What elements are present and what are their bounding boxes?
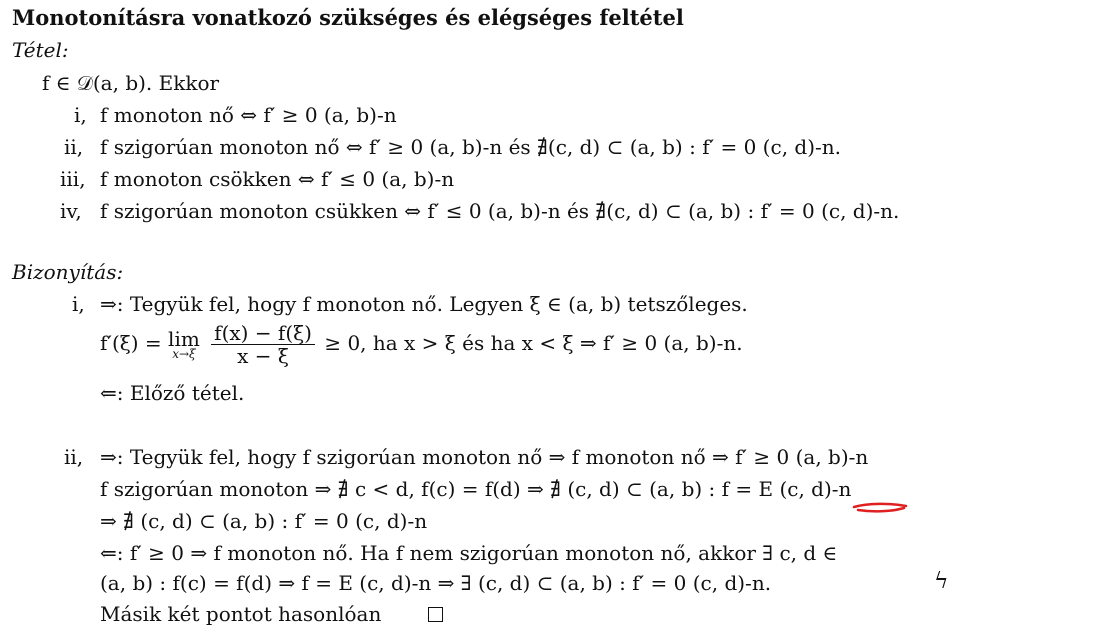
proof-line: (a, b) : f(c) = f(d) ⇒ f = E (c, d)-n ⇒ ∃ (c, d) ⊂ (a, b) : f′ = 0 (c, d)-n. (100, 571, 772, 595)
conclusion-text: Másik két pontot hasonlóan (100, 602, 382, 626)
proof-item-num: i, (72, 292, 85, 316)
theorem-item-text: f monoton nő ⇔ f′ ≥ 0 (a, b)-n (100, 103, 397, 127)
theorem-label: Tétel: (12, 38, 69, 62)
proof-line: ⇐: Előző tétel. (100, 381, 245, 405)
limit-subscript: x→ξ (172, 346, 196, 361)
theorem-item-num: i, (74, 103, 87, 127)
theorem-intro: f ∈ 𝒟(a, b). Ekkor (42, 71, 220, 95)
proof-label: Bizonyítás: (12, 260, 124, 284)
proof-line: ⇒ ∄ (c, d) ⊂ (a, b) : f′ = 0 (c, d)-n (100, 509, 428, 533)
proof-line: f szigorúan monoton ⇒ ∄ c < d, f(c) = f(d) ⇒ ∄ (c, d) ⊂ (a, b) : f = E (c, d)-n (100, 477, 852, 501)
proof-formula-limit (100, 322, 743, 367)
fraction-denominator: x − ξ (237, 344, 289, 368)
theorem-item-text: f monoton csökken ⇔ f′ ≤ 0 (a, b)-n (100, 167, 455, 191)
qed-square-icon (428, 607, 443, 622)
formula-rhs: ≥ 0, ha x > ξ és ha x < ξ ⇒ f′ ≥ 0 (a, b)-n. (324, 331, 743, 355)
theorem-item-num: iii, (60, 167, 86, 191)
limit-operator (168, 326, 200, 361)
formula-lhs: f′(ξ) = (100, 331, 169, 355)
theorem-item-num: ii, (64, 135, 84, 159)
proof-line: ⇒: Tegyük fel, hogy f szigorúan monoton nő ⇒ f monoton nő ⇒ f′ ≥ 0 (a, b)-n (100, 445, 869, 469)
theorem-item-text: f szigorúan monoton nő ⇔ f′ ≥ 0 (a, b)-n és ∄(c, d) ⊂ (a, b) : f′ = 0 (c, d)-n. (100, 135, 842, 159)
difference-quotient (211, 322, 315, 367)
page-title: Monotonításra vonatkozó szükséges és elégséges feltétel (12, 5, 684, 30)
fraction-numerator: f(x) − f(ξ) (211, 322, 315, 345)
contradiction-bolt-icon: ϟ (934, 569, 949, 594)
proof-line: ⇐: f′ ≥ 0 ⇒ f monoton nő. Ha f nem szigorúan monoton nő, akkor ∃ c, d ∈ (100, 541, 838, 565)
theorem-item-num: iv, (60, 199, 82, 223)
proof-item-num: ii, (64, 445, 84, 469)
limit-word: lim (168, 326, 200, 351)
proof-conclusion (100, 602, 443, 626)
proof-line: ⇒: Tegyük fel, hogy f monoton nő. Legyen ξ ∈ (a, b) tetszőleges. (100, 292, 748, 316)
theorem-item-text: f szigorúan monoton csükken ⇔ f′ ≤ 0 (a, b)-n és ∄(c, d) ⊂ (a, b) : f′ = 0 (c, d)-n. (100, 199, 900, 223)
red-underline-annotation (850, 500, 912, 516)
